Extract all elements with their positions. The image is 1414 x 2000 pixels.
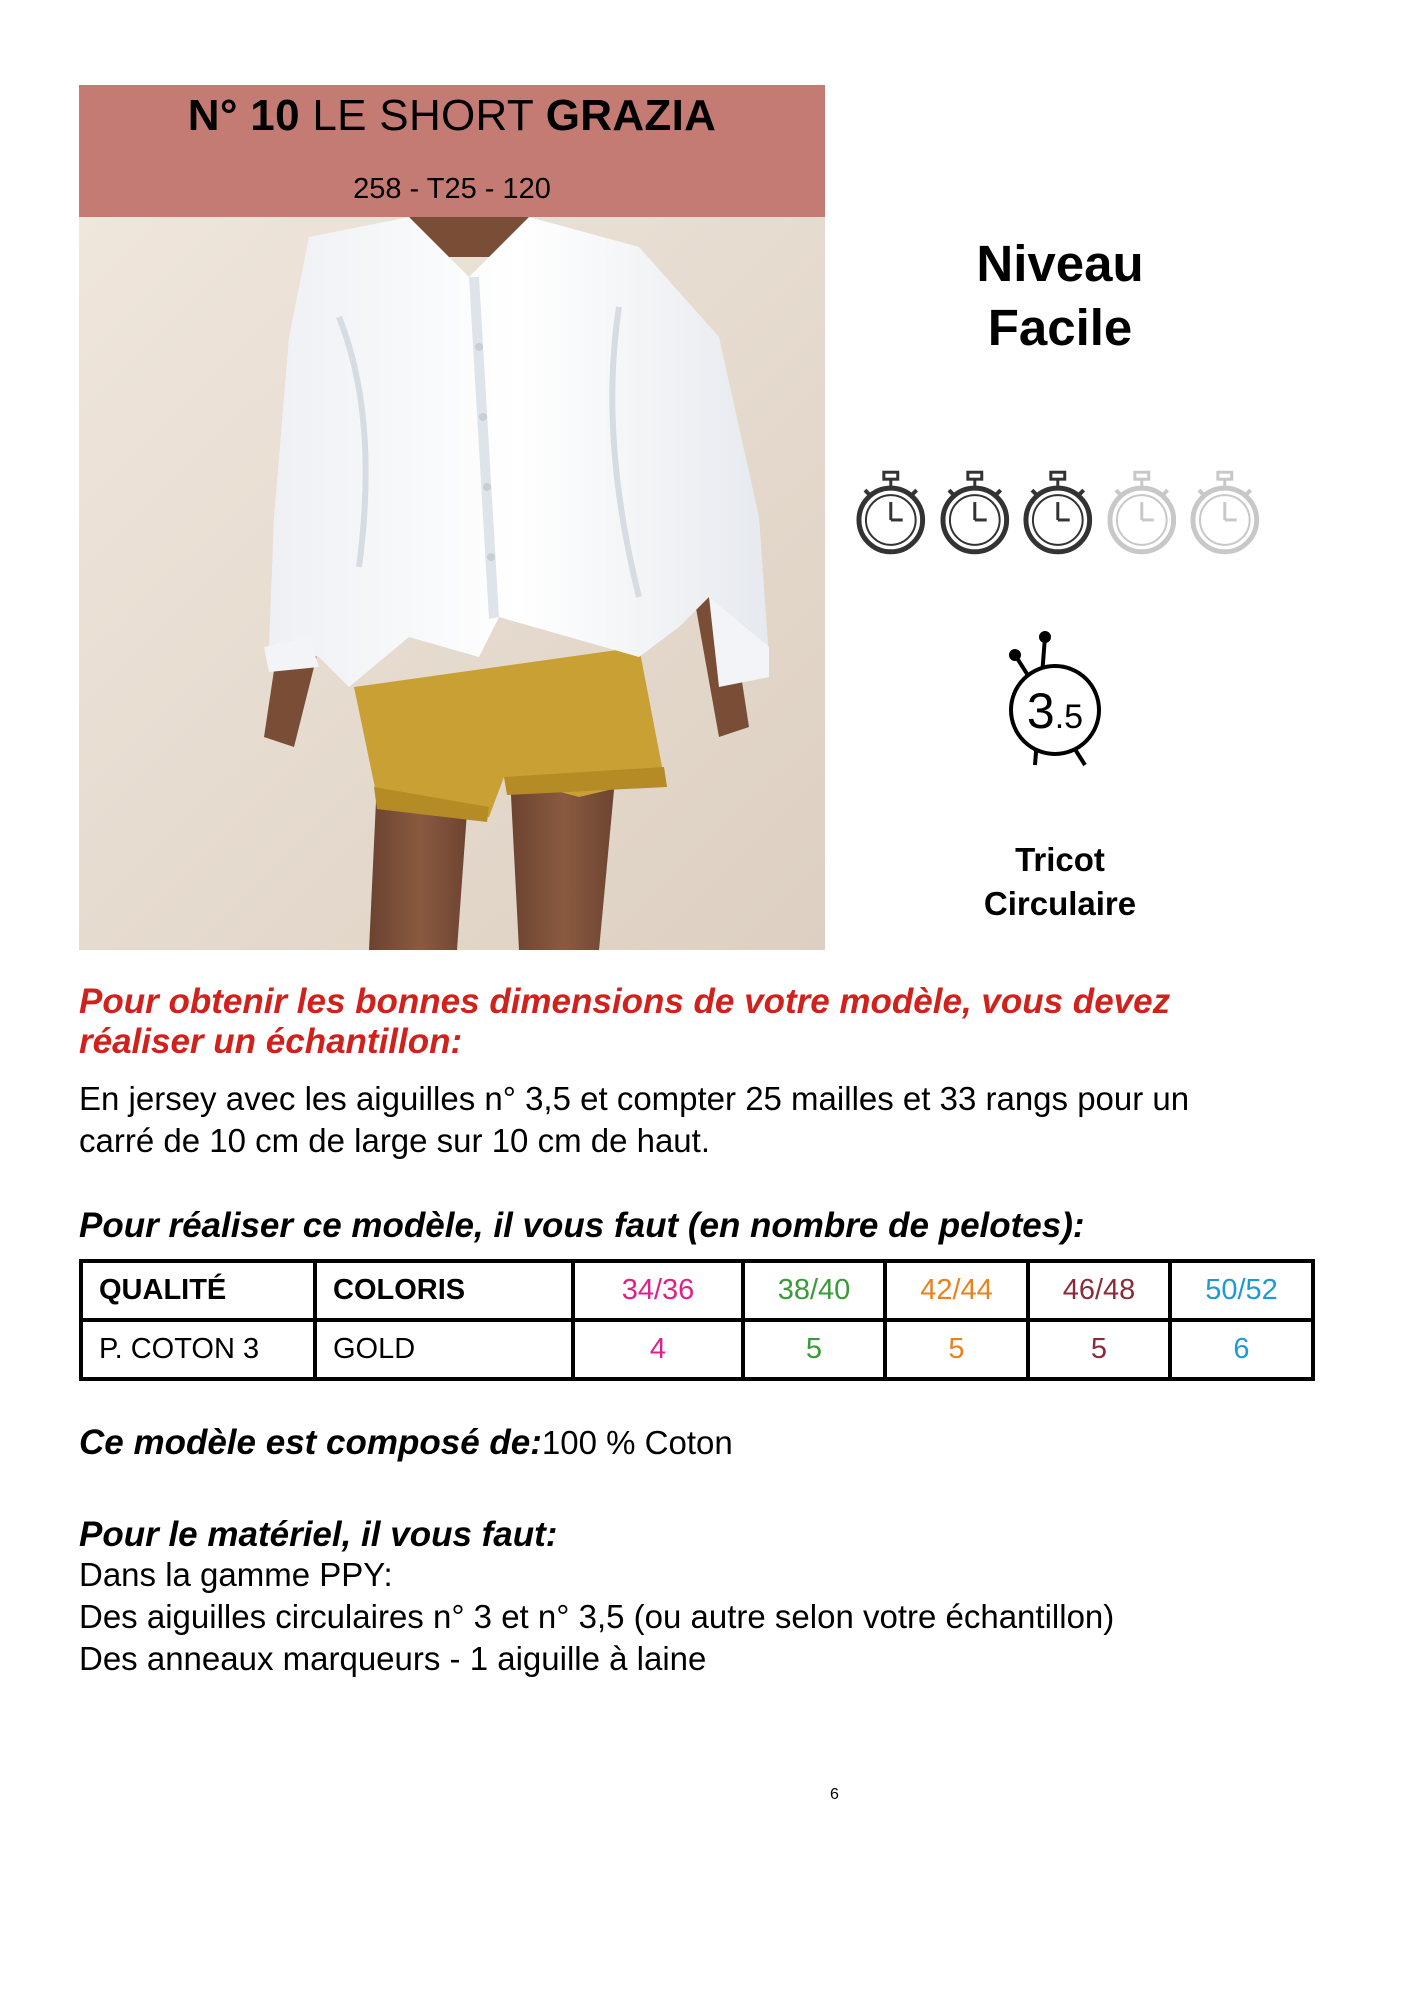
header-size: 34/36 bbox=[573, 1261, 743, 1320]
header-quality: QUALITÉ bbox=[81, 1261, 315, 1320]
difficulty-rating bbox=[853, 470, 1263, 560]
cell-quality: P. COTON 3 bbox=[81, 1320, 315, 1379]
table-row bbox=[81, 1320, 1313, 1379]
header-size: 38/40 bbox=[743, 1261, 885, 1320]
header-color: COLORIS bbox=[315, 1261, 573, 1320]
page-number: 6 bbox=[830, 1786, 839, 1803]
gauge-heading: Pour obtenir les bonnes dimensions de votre modèle, vous devez réaliser un échantillon: bbox=[79, 982, 1171, 1061]
header-size: 50/52 bbox=[1170, 1261, 1313, 1320]
needle-size: 3 bbox=[1026, 683, 1055, 739]
knitting-needles-icon bbox=[995, 625, 1125, 775]
header-size: 46/48 bbox=[1028, 1261, 1170, 1320]
cell-color: GOLD bbox=[315, 1320, 573, 1379]
needle-size-decimal: .5 bbox=[1054, 698, 1084, 736]
list-item: Dans la gamme PPY: bbox=[79, 1556, 393, 1593]
list-item: Des anneaux marqueurs - 1 aiguille à laine bbox=[79, 1640, 707, 1677]
stopwatch-icon bbox=[1020, 470, 1096, 556]
stopwatch-icon bbox=[853, 470, 929, 556]
table-header-row bbox=[81, 1261, 1313, 1320]
cell-quantity: 4 bbox=[573, 1320, 743, 1379]
list-item: Des aiguilles circulaires n° 3 et n° 3,5 (ou autre selon votre échantillon) bbox=[79, 1598, 1115, 1635]
composition-label: Ce modèle est composé de: bbox=[79, 1423, 542, 1462]
stopwatch-icon bbox=[937, 470, 1013, 556]
composition bbox=[79, 1422, 733, 1464]
equipment-heading: Pour le matériel, il vous faut: bbox=[79, 1515, 558, 1554]
cell-quantity: 5 bbox=[1028, 1320, 1170, 1379]
header-size: 42/44 bbox=[885, 1261, 1028, 1320]
product-photo bbox=[79, 85, 825, 950]
stopwatch-icon bbox=[1104, 470, 1180, 556]
yarn-table bbox=[79, 1259, 1315, 1381]
composition-value: 100 % Coton bbox=[541, 1424, 733, 1461]
gauge-text: En jersey avec les aiguilles n° 3,5 et compter 25 mailles et 33 rangs pour un carré de 10 cm de large sur 10 cm de haut. bbox=[79, 1080, 1190, 1159]
pattern-reference: 258 - T25 - 120 bbox=[353, 173, 551, 205]
pattern-title: N° 10 LE SHORT GRAZIA bbox=[187, 91, 717, 140]
materials-heading: Pour réaliser ce modèle, il vous faut (en nombre de pelotes): bbox=[79, 1206, 1085, 1245]
technique-label: Tricot Circulaire bbox=[983, 841, 1137, 922]
cell-quantity: 5 bbox=[743, 1320, 885, 1379]
cell-quantity: 5 bbox=[885, 1320, 1028, 1379]
level-label: Niveau Facile bbox=[976, 235, 1144, 356]
stopwatch-icon bbox=[1187, 470, 1263, 556]
cell-quantity: 6 bbox=[1170, 1320, 1313, 1379]
model-photo bbox=[79, 217, 825, 950]
equipment-list bbox=[79, 1554, 1359, 1680]
